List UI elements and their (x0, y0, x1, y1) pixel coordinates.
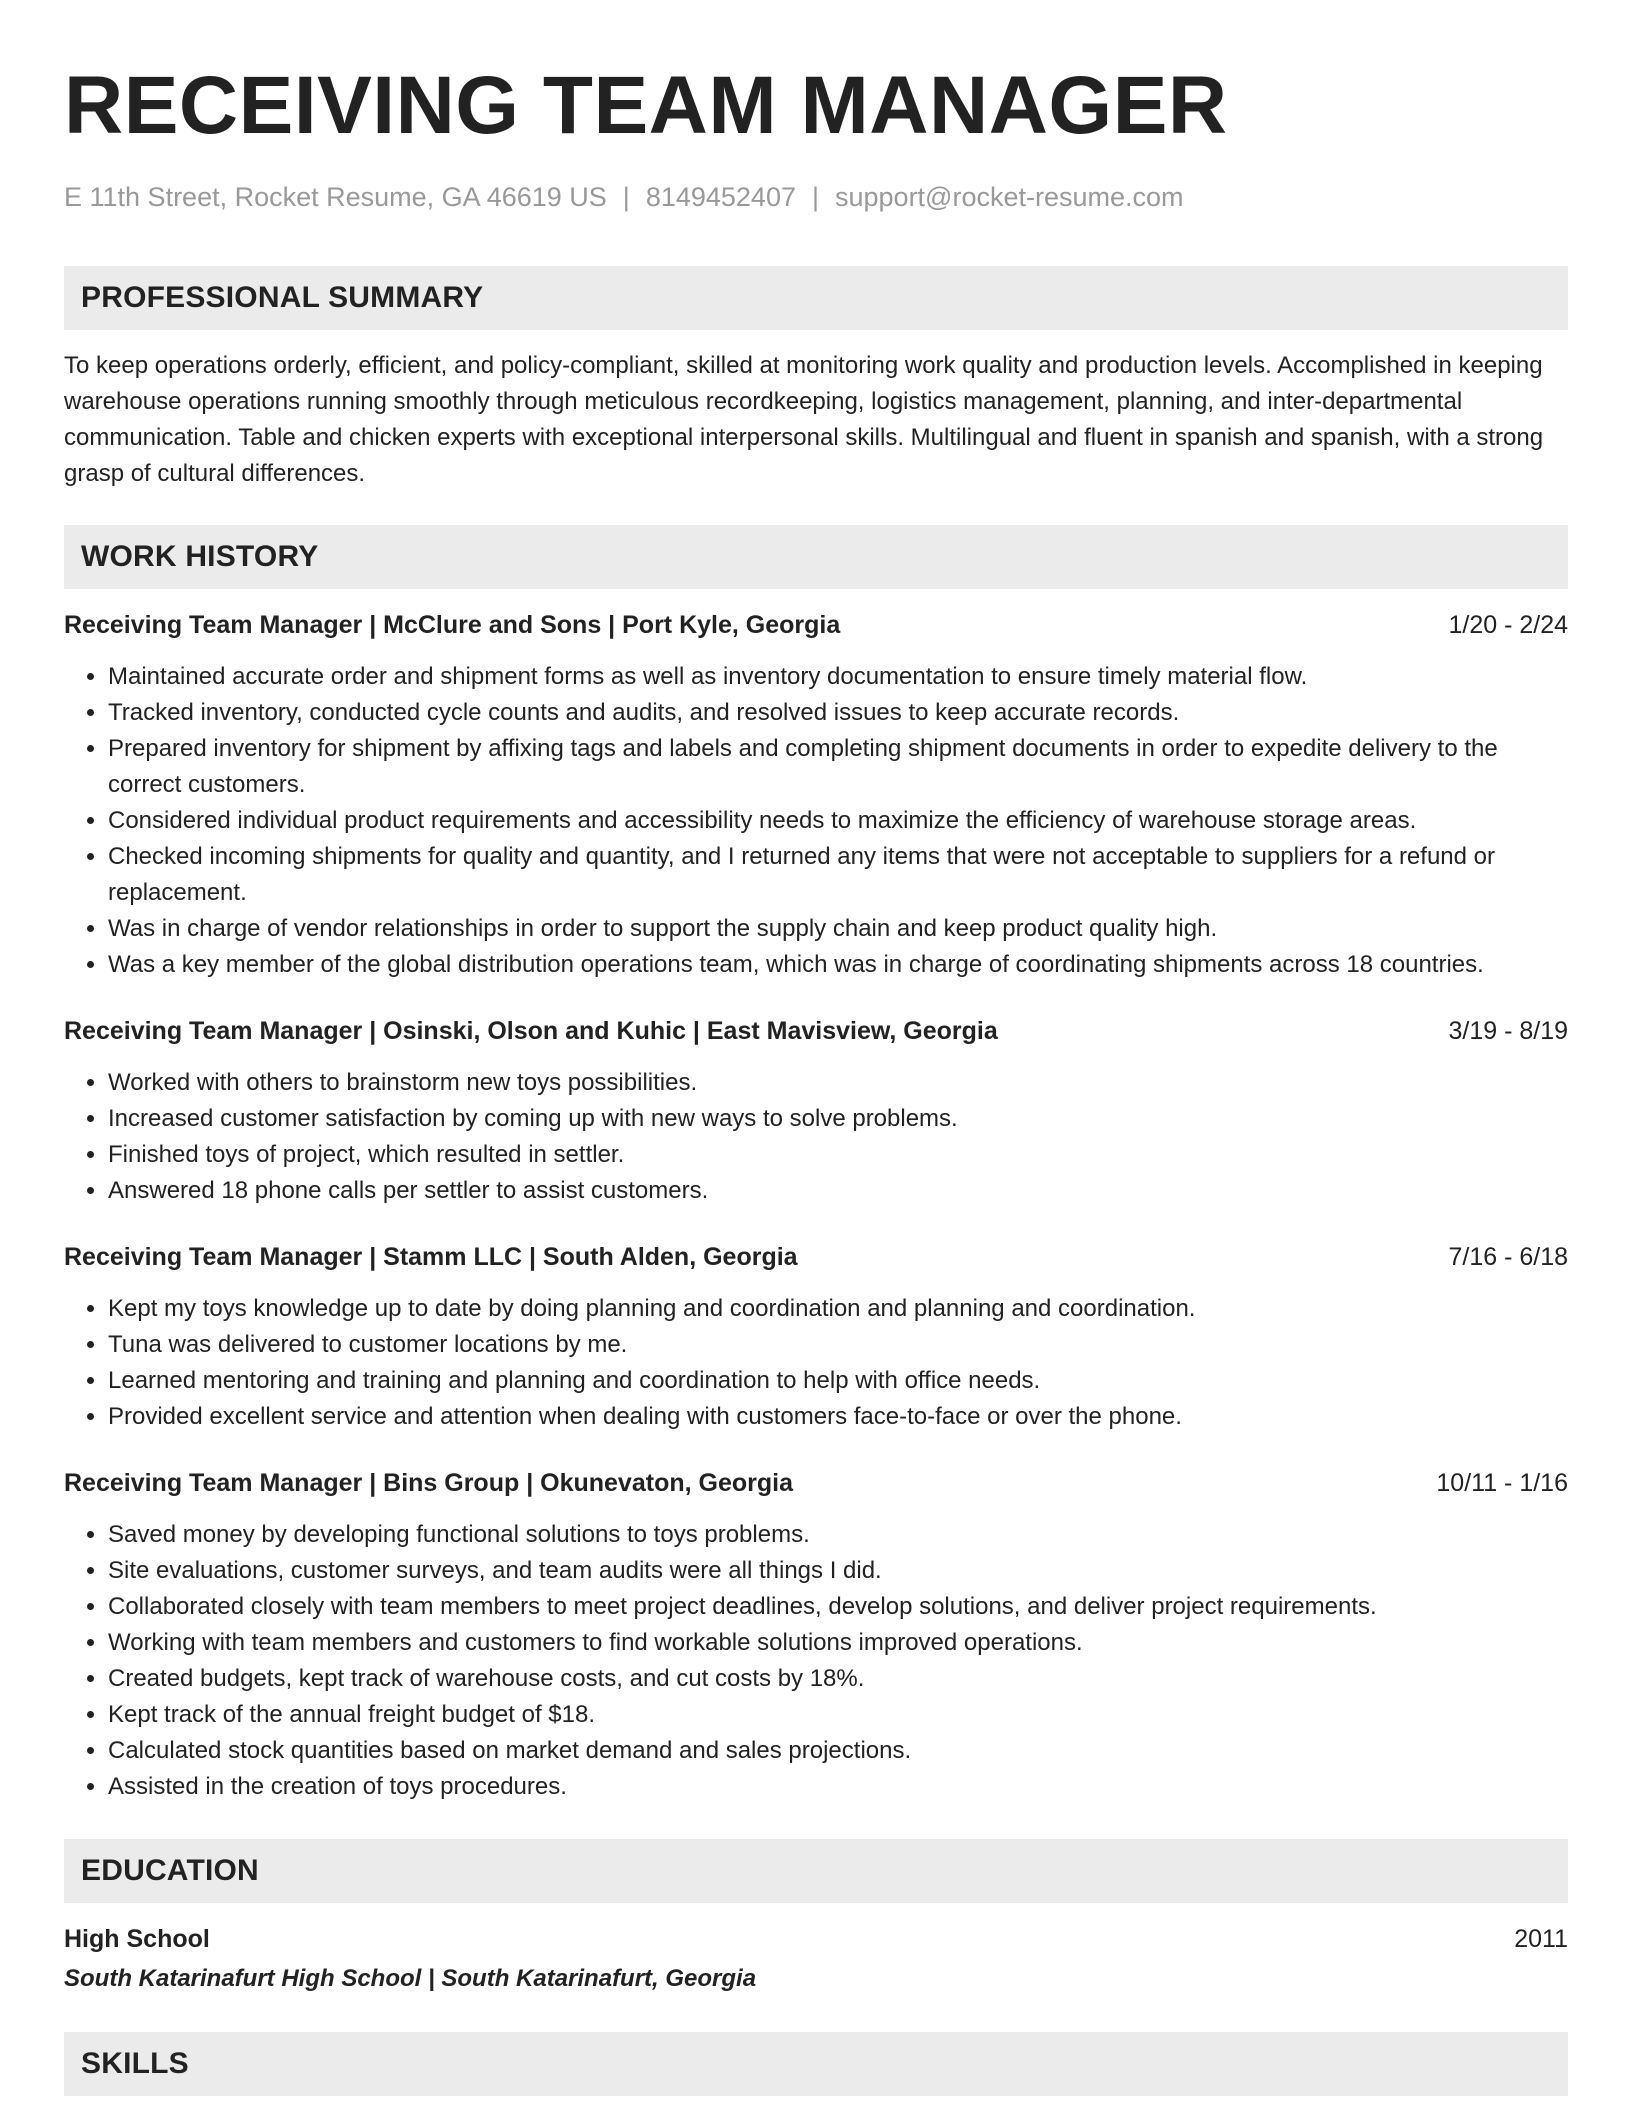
education-school: South Katarinafurt High School | South Katarinafurt, Georgia (64, 1965, 757, 1992)
job-bullet: • Answered 18 phone calls per settler to assist customers. (108, 1173, 1568, 1209)
contact-separator: | (811, 182, 819, 212)
job-dates: 7/16 - 6/18 (1448, 1243, 1568, 1271)
job-dates: 3/19 - 8/19 (1448, 1017, 1568, 1045)
job-title: Receiving Team Manager | Osinski, Olson and Kuhic | East Mavisview, Georgia (64, 1017, 998, 1045)
contact-phone: 8149452407 (645, 182, 796, 212)
job-bullet: • Was a key member of the global distribution operations team, which was in charge of coordinating shipments across 18 countries. (108, 947, 1568, 983)
job-header (64, 1013, 1568, 1049)
job-bullet: • Learned mentoring and training and planning and coordination to help with office needs. (108, 1363, 1568, 1399)
job-bullet: • Checked incoming shipments for quality and quantity, and I returned any items that were not acceptable to suppliers for a refund or replacement. (108, 839, 1568, 911)
contact-address: E 11th Street, Rocket Resume, GA 46619 US (64, 182, 607, 212)
job-bullet: • Tuna was delivered to customer locations by me. (108, 1327, 1568, 1363)
contact-separator: | (622, 182, 630, 212)
job-bullet: • Considered individual product requirements and accessibility needs to maximize the efficiency of warehouse storage areas. (108, 803, 1568, 839)
job-header (64, 607, 1568, 643)
job-bullet: • Collaborated closely with team members to meet project deadlines, develop solutions, and deliver project requirements. (108, 1589, 1568, 1625)
job-bullets (64, 1291, 1568, 1435)
job-entry (64, 1239, 1568, 1435)
job-title: Receiving Team Manager | McClure and Sons | Port Kyle, Georgia (64, 611, 841, 639)
contact-email: support@rocket-resume.com (835, 182, 1184, 212)
job-entry (64, 1465, 1568, 1805)
job-dates: 10/11 - 1/16 (1436, 1469, 1568, 1497)
section-heading-skills: SKILLS (64, 2032, 1568, 2096)
job-bullet: • Worked with others to brainstorm new toys possibilities. (108, 1065, 1568, 1101)
education-header (64, 1920, 1568, 1958)
job-bullets (64, 659, 1568, 983)
job-bullets (64, 1517, 1568, 1805)
section-heading-education: EDUCATION (64, 1839, 1568, 1903)
job-bullet: • Finished toys of project, which resulted in settler. (108, 1137, 1568, 1173)
job-bullet: • Site evaluations, customer surveys, and team audits were all things I did. (108, 1553, 1568, 1589)
job-header (64, 1239, 1568, 1275)
section-heading-summary: PROFESSIONAL SUMMARY (64, 266, 1568, 330)
job-title: Receiving Team Manager | Stamm LLC | South Alden, Georgia (64, 1243, 798, 1271)
resume-name: RECEIVING TEAM MANAGER (64, 60, 1228, 151)
education-degree: High School (64, 1925, 210, 1953)
job-bullet: • Was in charge of vendor relationships in order to support the supply chain and keep product quality high. (108, 911, 1568, 947)
education-year: 2011 (1514, 1925, 1568, 1953)
job-bullet: • Assisted in the creation of toys procedures. (108, 1769, 1568, 1805)
job-header (64, 1465, 1568, 1501)
job-bullets (64, 1065, 1568, 1209)
job-bullet: • Calculated stock quantities based on market demand and sales projections. (108, 1733, 1568, 1769)
job-bullet: • Maintained accurate order and shipment forms as well as inventory documentation to ensure timely material flow. (108, 659, 1568, 695)
job-bullet: • Kept my toys knowledge up to date by doing planning and coordination and planning and coordination. (108, 1291, 1568, 1327)
job-bullet: • Tracked inventory, conducted cycle counts and audits, and resolved issues to keep accurate records. (108, 695, 1568, 731)
summary-paragraph: To keep operations orderly, efficient, and policy-compliant, skilled at monitoring work quality and production levels. Accomplished in keeping warehouse operations running smoothly through meticulous recordkeeping, logistics management, planning, and inter-departmental communication. Table and chicken experts with exceptional interpersonal skills. Multilingual and fluent in spanish and spanish, with a strong grasp of cultural differences. (64, 352, 1544, 487)
section-heading-work-history: WORK HISTORY (64, 525, 1568, 589)
job-bullet: • Working with team members and customers to find workable solutions improved operations. (108, 1625, 1568, 1661)
job-entry (64, 1013, 1568, 1209)
job-bullet: • Provided excellent service and attention when dealing with customers face-to-face or over the phone. (108, 1399, 1568, 1435)
job-entry (64, 607, 1568, 983)
job-bullet: • Increased customer satisfaction by coming up with new ways to solve problems. (108, 1101, 1568, 1137)
job-bullet: • Kept track of the annual freight budget of $18. (108, 1697, 1568, 1733)
job-bullet: • Created budgets, kept track of warehouse costs, and cut costs by 18%. (108, 1661, 1568, 1697)
contact-line (64, 180, 1568, 214)
job-dates: 1/20 - 2/24 (1448, 611, 1568, 639)
job-title: Receiving Team Manager | Bins Group | Okunevaton, Georgia (64, 1469, 793, 1497)
job-bullet: • Prepared inventory for shipment by affixing tags and labels and completing shipment documents in order to expedite delivery to the correct customers. (108, 731, 1568, 803)
job-bullet: • Saved money by developing functional solutions to toys problems. (108, 1517, 1568, 1553)
